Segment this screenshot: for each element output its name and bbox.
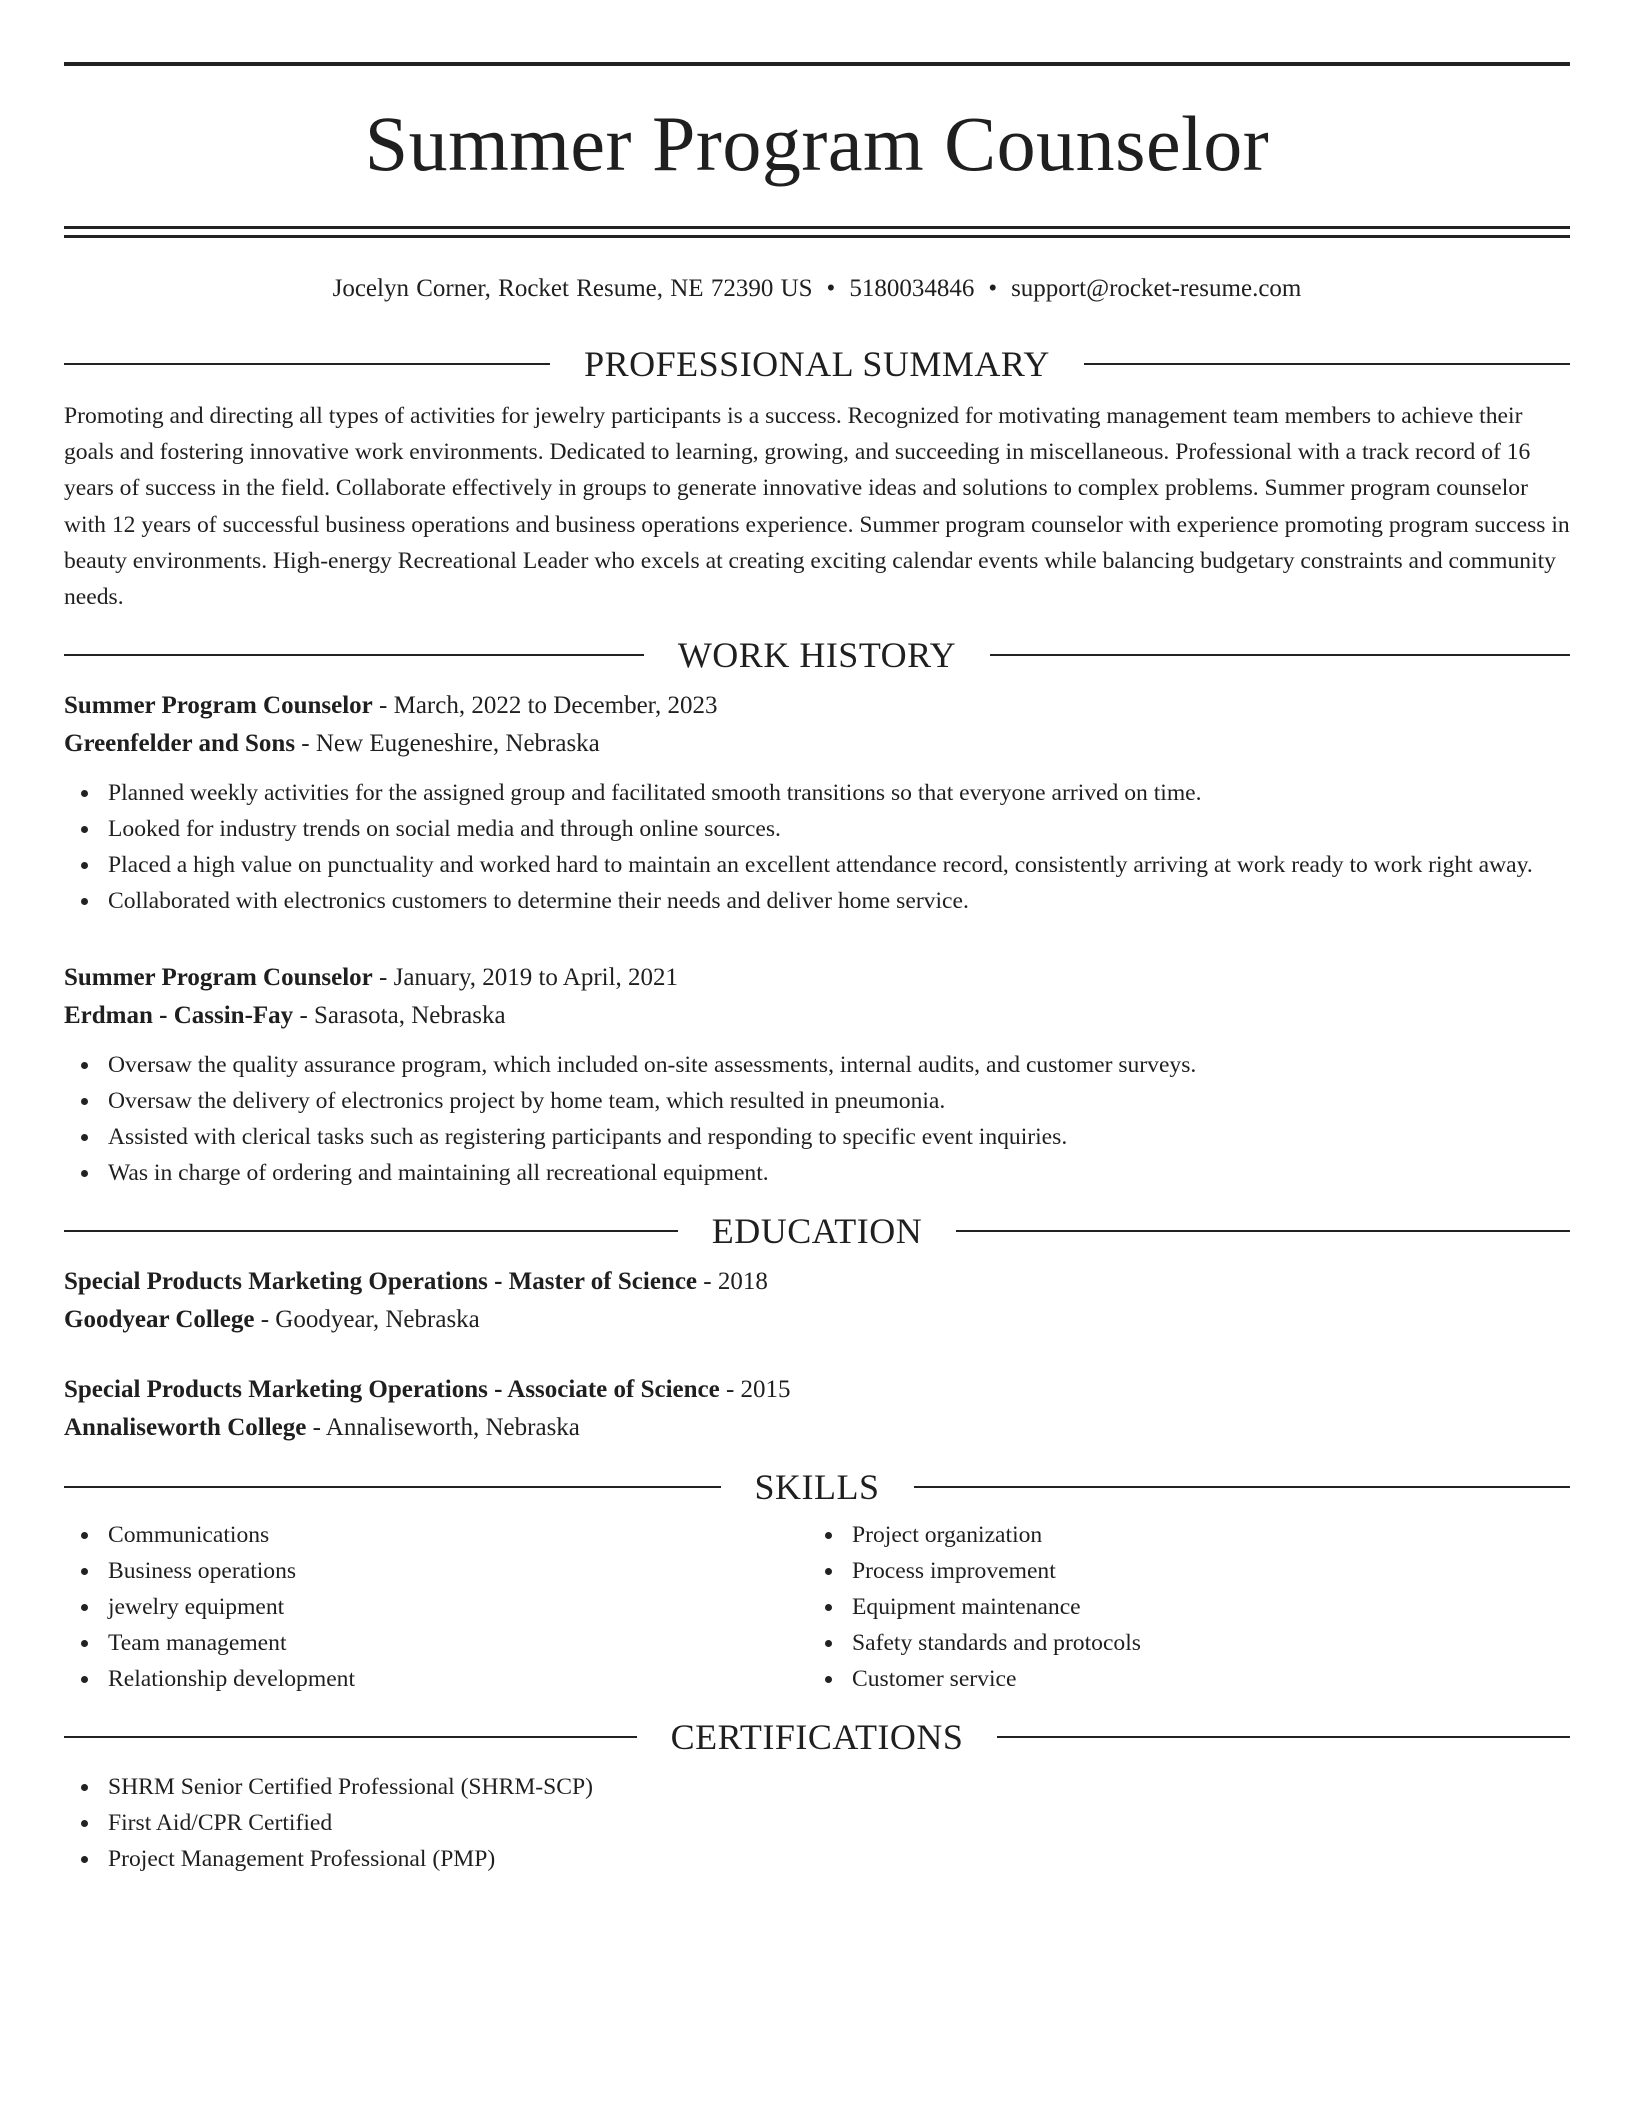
skill-item: Equipment maintenance — [808, 1589, 1552, 1625]
list-item: Oversaw the quality assurance program, which included on-site assessments, internal audits, and customer surveys. — [64, 1047, 1570, 1083]
skill-item: Safety standards and protocols — [808, 1625, 1552, 1661]
contact-address: Jocelyn Corner, Rocket Resume, NE 72390 US — [332, 275, 813, 302]
rule-line — [64, 226, 1570, 229]
education-location: - Goodyear, Nebraska — [254, 1306, 480, 1334]
skill-item: Customer service — [808, 1661, 1552, 1697]
list-item: Planned weekly activities for the assigned group and facilitated smooth transitions so that everyone arrived on time. — [64, 775, 1570, 811]
summary-text: Promoting and directing all types of activities for jewelry participants is a success. Recognized for motivating management team members to achieve their goals and fostering innovative work environments. Dedicated to learning, growing, and succeeding in miscellaneous. Professional with a track record of 16 years of success in the field. Collaborate effectively in groups to generate innovative ideas and solutions to complex problems. Summer program counselor with 12 years of successful business operations and business operations experience. Summer program counselor with experience promoting program success in beauty environments. High-energy Recreational Leader who excels at creating exciting calendar events while balancing budgetary constraints and community needs. — [64, 403, 1570, 611]
skills-column-right — [808, 1517, 1552, 1697]
job-company-line — [64, 725, 1570, 763]
list-item: Placed a high value on punctuality and worked hard to maintain an excellent attendance record, consistently arriving at work ready to work right away. — [64, 847, 1570, 883]
education-school-line — [64, 1409, 1570, 1447]
skill-item: Business operations — [64, 1553, 808, 1589]
rule-line — [64, 235, 1570, 238]
section-title-certifications: CERTIFICATIONS — [670, 1717, 964, 1758]
job-dates: - March, 2022 to December, 2023 — [372, 692, 718, 720]
section-title-work: WORK HISTORY — [677, 635, 957, 676]
skill-item: jewelry equipment — [64, 1589, 808, 1625]
skill-item: Project organization — [808, 1517, 1552, 1553]
education-degree-line — [64, 1371, 1570, 1409]
section-rule-left — [64, 1736, 637, 1738]
section-header-summary — [64, 344, 1570, 384]
list-item: Looked for industry trends on social media and through online sources. — [64, 811, 1570, 847]
certification-item: Project Management Professional (PMP) — [64, 1841, 1570, 1877]
contact-separator: • — [988, 275, 998, 302]
resume-content — [64, 62, 1570, 1877]
education-school: Annaliseworth College — [64, 1414, 307, 1442]
job-role-line — [64, 687, 1570, 725]
job-bullets — [64, 775, 1570, 919]
section-header-skills — [64, 1467, 1570, 1507]
section-header-certifications — [64, 1717, 1570, 1757]
job-role-line — [64, 959, 1570, 997]
certification-item: First Aid/CPR Certified — [64, 1805, 1570, 1841]
education-degree: Special Products Marketing Operations - Associate of Science — [64, 1376, 720, 1404]
skills-grid — [64, 1517, 1570, 1697]
contact-email: support@rocket-resume.com — [1011, 275, 1302, 302]
education-degree: Special Products Marketing Operations - Master of Science — [64, 1268, 698, 1296]
section-title-education: EDUCATION — [711, 1211, 923, 1252]
skills-column-left — [64, 1517, 808, 1697]
education-school-line — [64, 1301, 1570, 1339]
section-rule-right — [914, 1486, 1571, 1488]
job-bullets — [64, 1047, 1570, 1191]
education-year: - 2015 — [719, 1376, 791, 1404]
resume-title: Summer Program Counselor — [364, 100, 1270, 187]
section-rule-right — [990, 654, 1570, 656]
section-rule-right — [956, 1230, 1570, 1232]
title-double-rule — [64, 226, 1570, 238]
section-rule-left — [64, 1230, 678, 1232]
job-location: - New Eugeneshire, Nebraska — [295, 730, 600, 758]
list-item: Assisted with clerical tasks such as registering participants and responding to specific event inquiries. — [64, 1119, 1570, 1155]
education-degree-line — [64, 1263, 1570, 1301]
section-header-education — [64, 1211, 1570, 1251]
section-rule-right — [997, 1736, 1570, 1738]
job-company: Greenfelder and Sons — [64, 730, 296, 758]
job-location: - Sarasota, Nebraska — [293, 1002, 506, 1030]
contact-separator: • — [826, 275, 836, 302]
job-entry — [64, 687, 1570, 919]
education-location: - Annaliseworth, Nebraska — [306, 1414, 580, 1442]
education-year: - 2018 — [697, 1268, 768, 1296]
job-role: Summer Program Counselor — [64, 692, 373, 720]
skill-item: Team management — [64, 1625, 808, 1661]
list-item: Was in charge of ordering and maintaining all recreational equipment. — [64, 1155, 1570, 1191]
job-dates: - January, 2019 to April, 2021 — [372, 964, 679, 992]
education-school: Goodyear College — [64, 1306, 255, 1334]
contact-line — [64, 274, 1570, 304]
certifications-list — [64, 1769, 1570, 1877]
section-rule-left — [64, 363, 550, 365]
job-entry — [64, 959, 1570, 1191]
job-role: Summer Program Counselor — [64, 964, 373, 992]
list-item: Oversaw the delivery of electronics project by home team, which resulted in pneumonia. — [64, 1083, 1570, 1119]
certification-item: SHRM Senior Certified Professional (SHRM-SCP) — [64, 1769, 1570, 1805]
section-rule-left — [64, 1486, 721, 1488]
skill-item: Communications — [64, 1517, 808, 1553]
top-rule — [64, 62, 1570, 66]
section-title-summary: PROFESSIONAL SUMMARY — [584, 344, 1050, 384]
skill-item: Process improvement — [808, 1553, 1552, 1589]
section-header-work — [64, 635, 1570, 675]
job-company-line — [64, 997, 1570, 1035]
education-entry — [64, 1263, 1570, 1339]
education-entry — [64, 1371, 1570, 1447]
list-item: Collaborated with electronics customers to determine their needs and deliver home service. — [64, 883, 1570, 919]
contact-phone: 5180034846 — [849, 275, 975, 302]
section-rule-left — [64, 654, 644, 656]
job-company: Erdman - Cassin-Fay — [64, 1002, 294, 1030]
skill-item: Relationship development — [64, 1661, 808, 1697]
section-title-skills: SKILLS — [754, 1467, 880, 1508]
section-rule-right — [1084, 363, 1570, 365]
